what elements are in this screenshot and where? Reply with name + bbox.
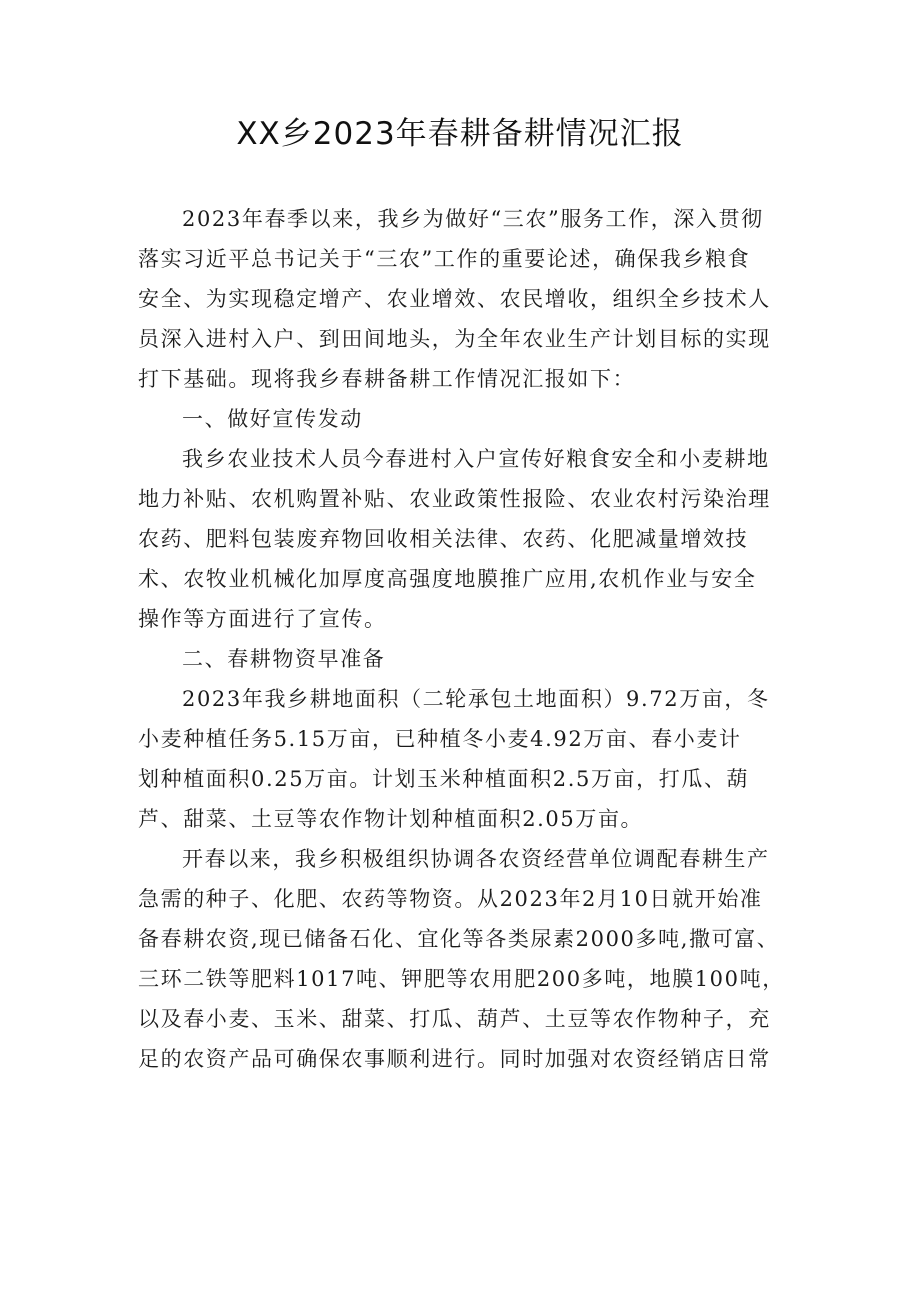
paragraph-line: 备春耕农资,现已储备石化、宜化等各类尿素2000多吨,撒可富、 xyxy=(138,927,780,951)
paragraph-line: 员深入进村入户、到田间地头，为全年农业生产计划目标的实现 xyxy=(138,327,771,351)
paragraph-line: 打下基础。现将我乡春耕备耕工作情况汇报如下： xyxy=(138,367,636,391)
document-body xyxy=(138,199,810,1079)
paragraph-line: 芦、甜菜、土豆等农作物计划种植面积2.05万亩。 xyxy=(138,807,644,831)
paragraph-line: 术、农牧业机械化加厚度高强度地膜推广应用,农机作业与安全 xyxy=(138,567,757,591)
paragraph-line: 急需的种子、化肥、农药等物资。从2023年2月10日就开始准 xyxy=(138,887,763,911)
paragraph-line: 2023年春季以来，我乡为做好“三农”服务工作，深入贯彻 xyxy=(182,207,764,231)
paragraph-line: 操作等方面进行了宣传。 xyxy=(138,607,387,631)
paragraph-line: 农药、肥料包装废弃物回收相关法律、农药、化肥减量增效技 xyxy=(138,527,749,551)
paragraph-line: 以及春小麦、玉米、甜菜、打瓜、葫芦、土豆等农作物种子，充 xyxy=(138,1007,771,1031)
paragraph-line: 落实习近平总书记关于“三农”工作的重要论述，确保我乡粮食 xyxy=(138,247,751,271)
paragraph-line: 三环二铁等肥料1017吨、钾肥等农用肥200多吨，地膜100吨， xyxy=(138,967,785,991)
paragraph-line: 我乡农业技术人员今春进村入户宣传好粮食安全和小麦耕地 xyxy=(182,447,770,471)
paragraph-line: 足的农资产品可确保农事顺利进行。同时加强对农资经销店日常 xyxy=(138,1047,771,1071)
paragraph-line: 2023年我乡耕地面积（二轮承包土地面积）9.72万亩，冬 xyxy=(182,687,770,711)
paragraph-line: 二、春耕物资早准备 xyxy=(182,647,386,671)
document-title: XX乡2023年春耕备耕情况汇报 xyxy=(236,116,684,152)
paragraph-line: 地力补贴、农机购置补贴、农业政策性报险、农业农村污染治理 xyxy=(138,487,771,511)
paragraph-line: 小麦种植任务5.15万亩，已种植冬小麦4.92万亩、春小麦计 xyxy=(138,727,742,751)
paragraph-line: 一、做好宣传发动 xyxy=(182,407,363,431)
paragraph-line: 开春以来，我乡积极组织协调各农资经营单位调配春耕生产 xyxy=(182,847,770,871)
paragraph-line: 安全、为实现稳定增产、农业增效、农民增收，组织全乡技术人 xyxy=(138,287,771,311)
paragraph-line: 划种植面积0.25万亩。计划玉米种植面积2.5万亩，打瓜、葫 xyxy=(138,767,750,791)
